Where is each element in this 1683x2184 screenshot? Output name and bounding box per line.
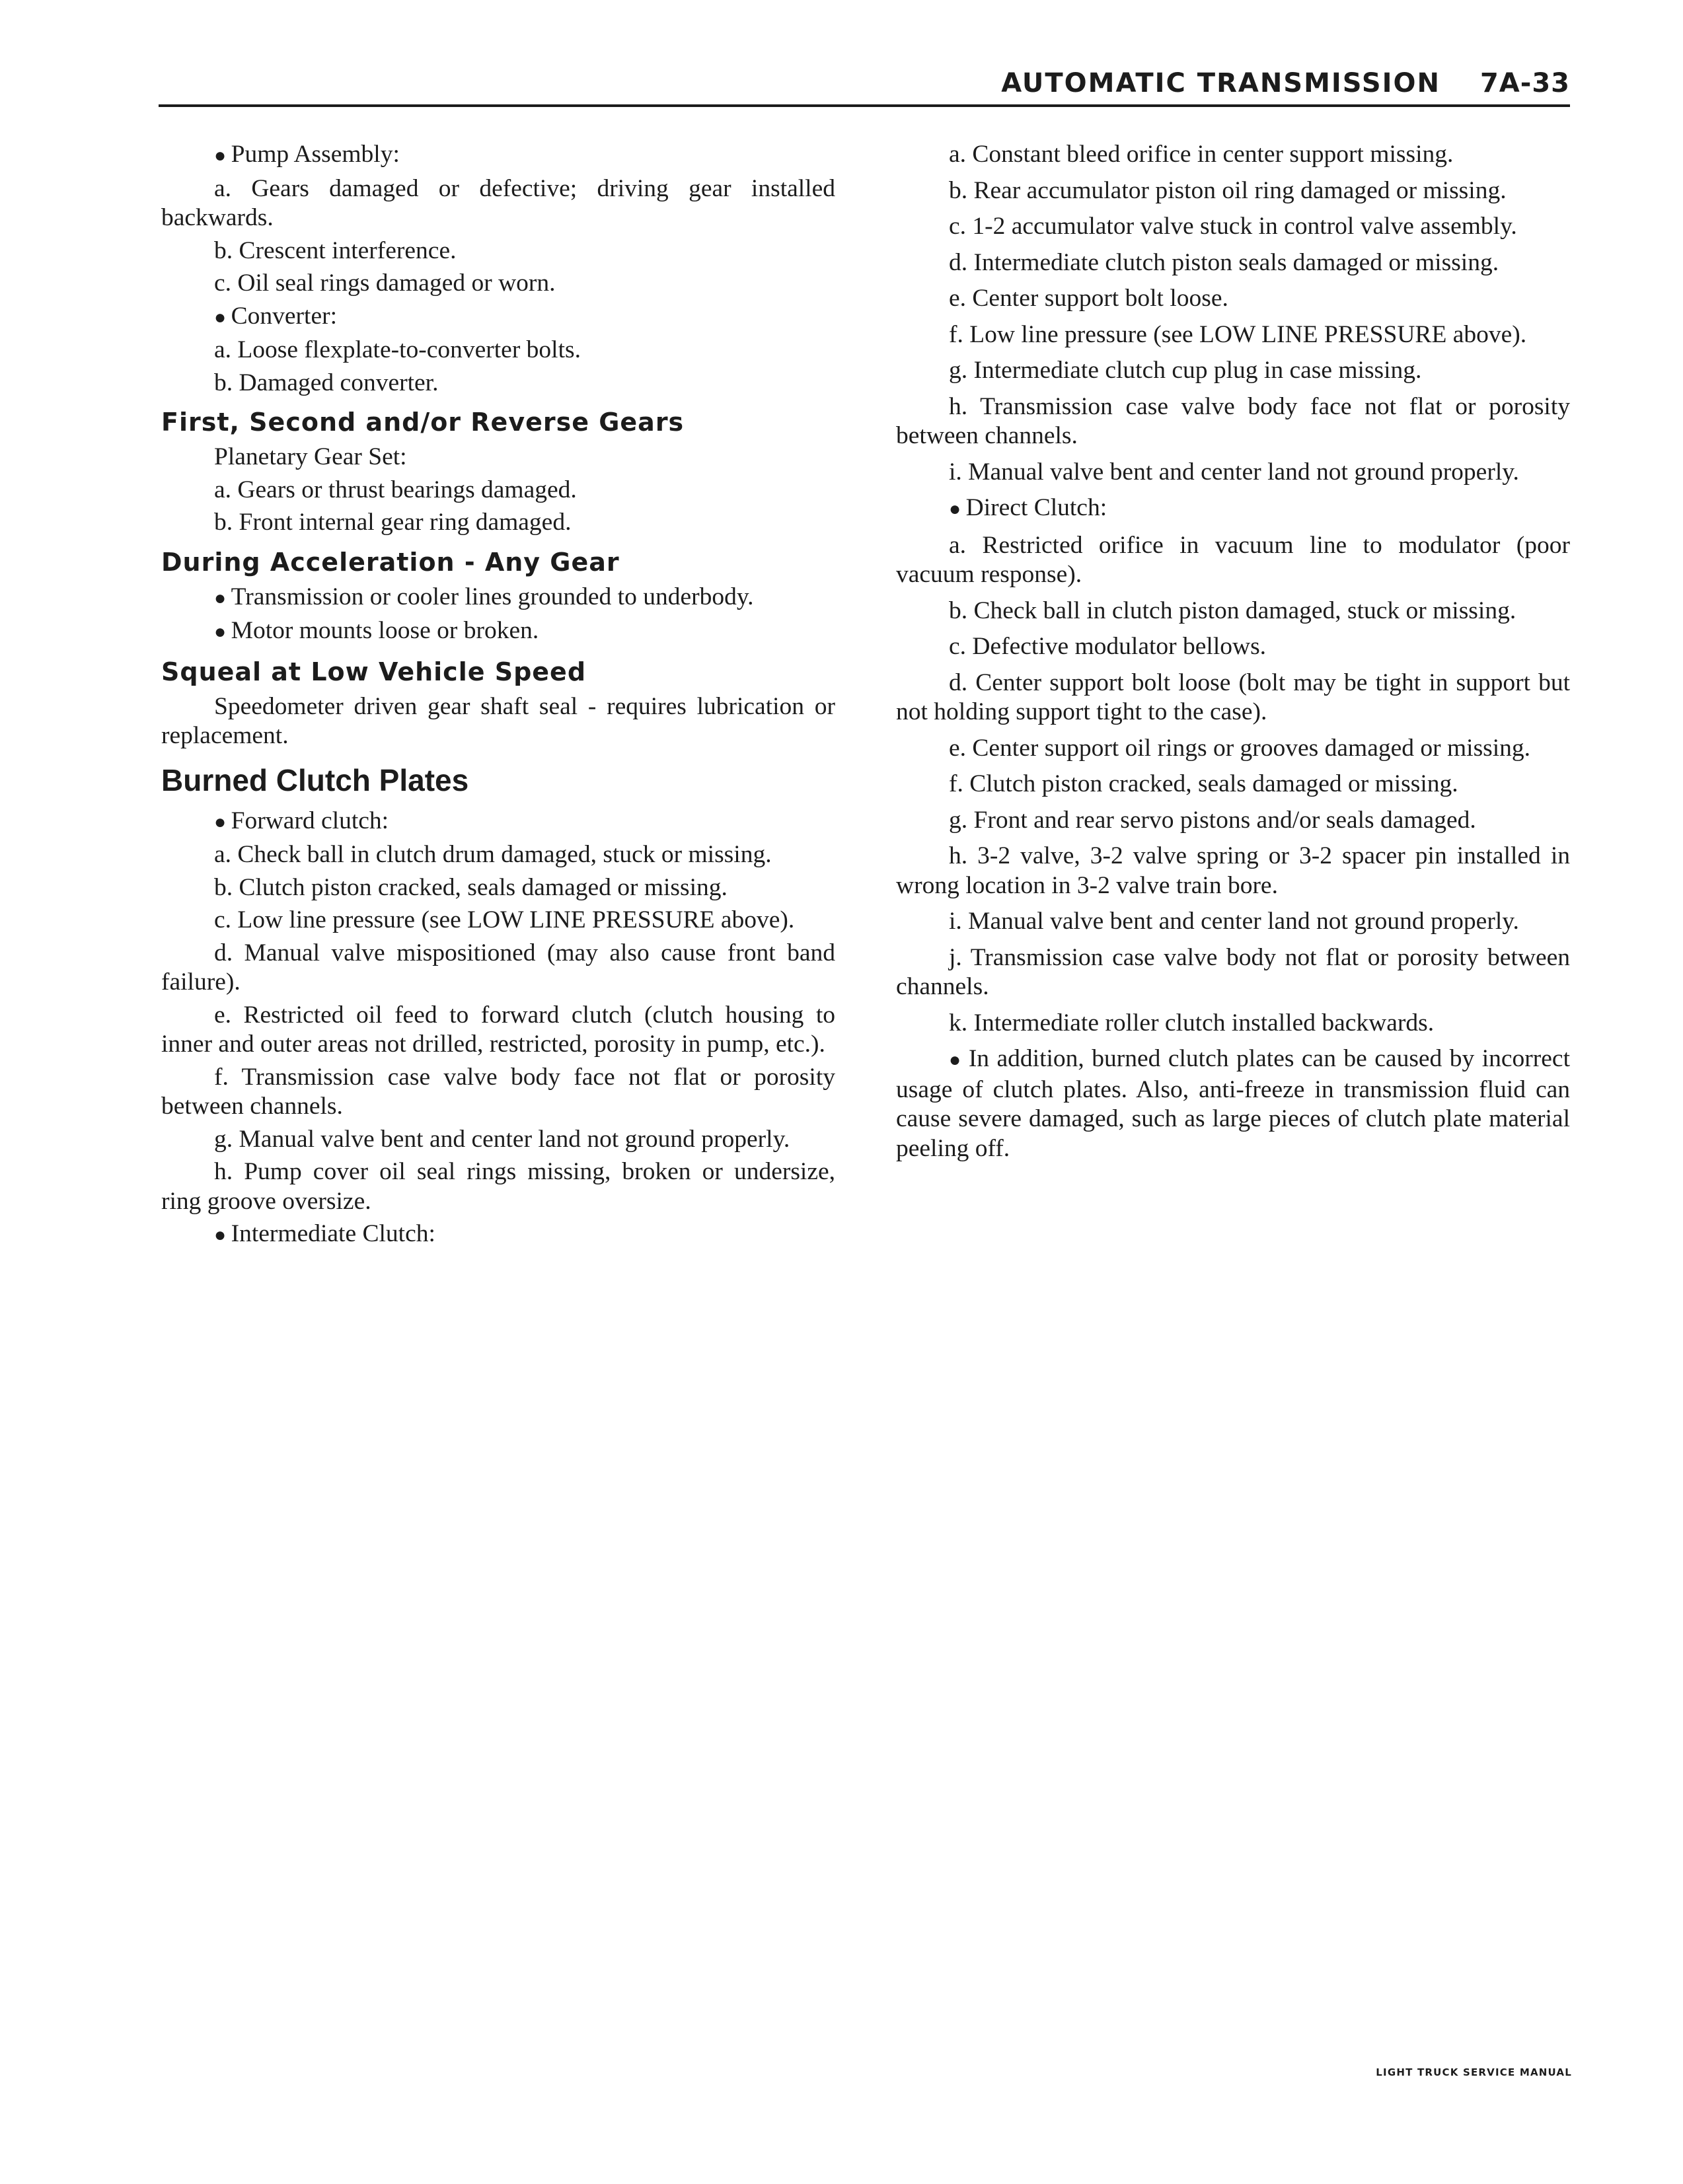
list-item: e. Center support oil rings or grooves damaged or missing.	[949, 734, 1531, 762]
list-item: b. Clutch piston cracked, seals damaged or missing.	[214, 873, 728, 901]
list-item: c. Oil seal rings damaged or worn.	[214, 270, 556, 297]
list-item: d. Intermediate clutch piston seals damaged or missing.	[949, 248, 1499, 276]
section-heading: During Acceleration - Any Gear	[161, 547, 620, 577]
bullet-item: ● In addition, burned clutch plates can be caused by incorrect usage of clutch plates. Also, anti-freeze in transmission fluid can cause severe damaged, such as large pieces of clutch plate material peeling off.	[896, 1044, 1570, 1163]
list-item: g. Front and rear servo pistons and/or seals damaged.	[949, 806, 1476, 834]
list-item: a. Restricted orifice in vacuum line to modulator (poor vacuum response).	[896, 531, 1570, 588]
list-item: i. Manual valve bent and center land not ground properly.	[949, 908, 1519, 935]
list-item: a. Gears damaged or defective; driving gear installed backwards.	[161, 174, 835, 231]
list-item: e. Center support bolt loose.	[949, 285, 1228, 312]
list-item: g. Manual valve bent and center land not ground properly.	[214, 1125, 790, 1153]
section-title: AUTOMATIC TRANSMISSION	[1001, 68, 1440, 98]
bullet-item: ● Motor mounts loose or broken.	[161, 616, 835, 647]
list-item: b. Rear accumulator piston oil ring damaged or missing.	[949, 176, 1507, 204]
page-header	[159, 63, 1570, 107]
list-item: b. Front internal gear ring damaged.	[214, 509, 572, 536]
list-item: h. Transmission case valve body face not flat or porosity between channels.	[896, 392, 1570, 449]
list-item: e. Restricted oil feed to forward clutch (clutch housing to inner and outer areas not drilled, restricted, porosity in pump, etc.).	[161, 1001, 835, 1058]
list-item: a. Check ball in clutch drum damaged, stuck or missing.	[214, 841, 772, 868]
list-item: f. Clutch piston cracked, seals damaged or missing.	[949, 770, 1458, 797]
right-column	[896, 140, 1570, 1170]
list-item: j. Transmission case valve body not flat or porosity between channels.	[896, 943, 1570, 1000]
bullet-item: ● Pump Assembly:	[161, 140, 835, 171]
list-item: b. Check ball in clutch piston damaged, stuck or missing.	[949, 597, 1516, 624]
list-item: c. 1-2 accumulator valve stuck in control valve assembly.	[949, 213, 1517, 240]
bullet-item: ● Direct Clutch:	[896, 493, 1570, 525]
list-item: c. Low line pressure (see LOW LINE PRESSURE above).	[214, 906, 795, 933]
left-column	[161, 140, 835, 1254]
list-item: g. Intermediate clutch cup plug in case missing.	[949, 357, 1422, 384]
bullet-item: ● Forward clutch:	[161, 807, 835, 838]
list-item: Planetary Gear Set:	[214, 443, 407, 470]
list-item: a. Constant bleed orifice in center support missing.	[949, 141, 1454, 168]
list-item: a. Gears or thrust bearings damaged.	[214, 476, 577, 503]
list-item: h. 3-2 valve, 3-2 valve spring or 3-2 spacer pin installed in wrong location in 3-2 valve train bore.	[896, 842, 1570, 899]
list-item: d. Manual valve mispositioned (may also cause front band failure).	[161, 939, 835, 996]
bullet-item: ● Converter:	[161, 302, 835, 333]
list-item: f. Transmission case valve body face not flat or porosity between channels.	[161, 1063, 835, 1120]
list-item: d. Center support bolt loose (bolt may be tight in support but not holding support tight to the case).	[896, 669, 1570, 725]
list-item: c. Defective modulator bellows.	[949, 633, 1267, 660]
list-item: a. Loose flexplate-to-converter bolts.	[214, 336, 581, 363]
list-item: i. Manual valve bent and center land not ground properly.	[949, 458, 1519, 486]
list-item: h. Pump cover oil seal rings missing, broken or undersize, ring groove oversize.	[161, 1158, 835, 1215]
manual-footer: LIGHT TRUCK SERVICE MANUAL	[1376, 2066, 1572, 2078]
list-item: f. Low line pressure (see LOW LINE PRESSURE above).	[949, 320, 1527, 348]
section-heading: Burned Clutch Plates	[161, 762, 469, 797]
section-heading: First, Second and/or Reverse Gears	[161, 408, 685, 437]
bullet-item: ● Transmission or cooler lines grounded to underbody.	[161, 583, 835, 614]
list-item: Speedometer driven gear shaft seal - requires lubrication or replacement.	[161, 692, 835, 749]
list-item: k. Intermediate roller clutch installed backwards.	[949, 1009, 1435, 1037]
list-item: b. Damaged converter.	[214, 369, 439, 396]
page-number: 7A-33	[1479, 68, 1570, 98]
section-heading: Squeal at Low Vehicle Speed	[161, 657, 587, 686]
list-item: b. Crescent interference.	[214, 237, 457, 264]
bullet-item: ● Intermediate Clutch:	[161, 1219, 835, 1251]
